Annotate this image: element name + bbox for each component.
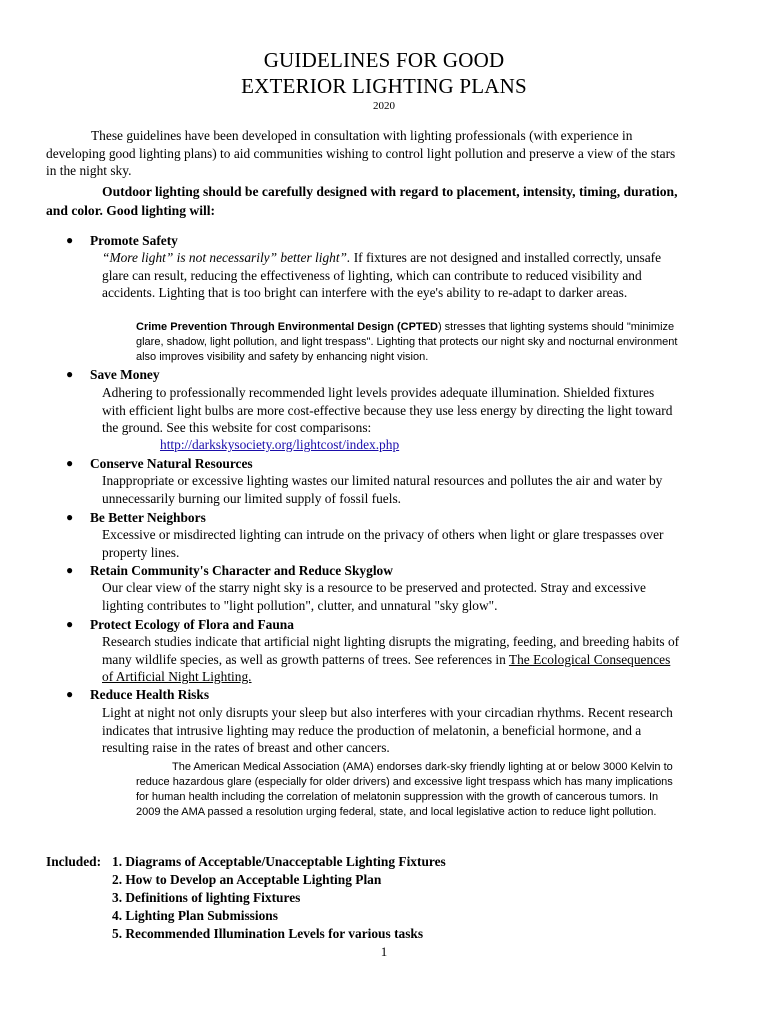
item-heading: Reduce Health Risks xyxy=(90,687,210,702)
page-number: 1 xyxy=(380,944,388,959)
bullet-icon: ● xyxy=(66,233,74,247)
item-heading: Protect Ecology of Flora and Fauna xyxy=(90,617,294,632)
included-item: 4. Lighting Plan Submissions xyxy=(112,908,278,923)
item-body: Adhering to professionally recommended light levels provides adequate illumination. Shielded fixtures with efficient light bulbs are more cost-effective because they use less energy by directing the light toward the ground. See this website for cost comparisons: xyxy=(102,385,673,435)
item-heading: Retain Community's Character and Reduce Skyglow xyxy=(90,563,393,578)
item-heading: Conserve Natural Resources xyxy=(90,456,253,471)
bullet-icon: ● xyxy=(66,456,74,470)
title-line-1: GUIDELINES FOR GOOD xyxy=(263,48,505,72)
item-body: Light at night not only disrupts your sleep but also interferes with your circadian rhythms. Recent research indicates that intrusive lighting may reduce the production of melatonin, a beneficial hormone, and a resulting raise in the rates of breast and other cancers. xyxy=(102,705,673,755)
item-body: Inappropriate or excessive lighting wastes our limited natural resources and pollutes the air and water by unnecessarily burning our limited supply of fossil fuels. xyxy=(102,473,663,506)
ama-note: The American Medical Association (AMA) endorses dark-sky friendly lighting at or below 3000 Kelvin to reduce hazardous glare (especially for older drivers) and excessive light trespass which has many implications for human health including the correlation of melatonin suppression with the growth of cancerous tumors. In 2009 the AMA passed a resolution urging federal, state, and local legislative action to reduce light pollution. xyxy=(136,761,673,818)
intro-paragraph: These guidelines have been developed in consultation with lighting professionals (with experience in developing good lighting plans) to aid communities wishing to control light pollution and preserve a view of the stars in the night sky. xyxy=(46,128,676,178)
bullet-icon: ● xyxy=(66,367,74,381)
bullet-icon: ● xyxy=(66,687,74,701)
cpted-text: ) stresses that lighting systems should "minimize glare, shadow, light pollution, and light trespass". Lighting that protects our night sky and nocturnal environment also improves visibility and safety by enhancing night vision. xyxy=(136,321,678,363)
cpted-bold: Crime Prevention Through Environmental Design (CPTED xyxy=(136,321,438,333)
item-quote: “More light” is not necessarily” better light”. xyxy=(102,250,351,265)
included-item: 3. Definitions of lighting Fixtures xyxy=(112,890,301,905)
item-text: Research studies indicate that artificial night lighting disrupts the migrating, feeding, and breeding habits of many wildlife species, as well as growth patterns of trees. See references in xyxy=(102,634,680,667)
item-heading: Be Better Neighbors xyxy=(90,510,206,525)
cost-comparison-link[interactable]: http://darkskysociety.org/lightcost/index.php xyxy=(160,437,400,452)
item-body: Our clear view of the starry night sky is a resource to be preserved and protected. Stray and excessive lighting contributes to "light pollution", clutter, and unnatural "sky glow". xyxy=(102,580,646,613)
item-heading: Save Money xyxy=(90,367,160,382)
item-body: Excessive or misdirected lighting can intrude on the privacy of others when light or glare trespasses over property lines. xyxy=(102,527,664,560)
year: 2020 xyxy=(373,100,395,112)
title-line-2: EXTERIOR LIGHTING PLANS xyxy=(241,74,527,98)
lead-paragraph: Outdoor lighting should be carefully designed with regard to placement, intensity, timing, duration, and color. Good lighting will: xyxy=(46,184,678,218)
included-item: 1. Diagrams of Acceptable/Unacceptable Lighting Fixtures xyxy=(112,854,446,869)
bullet-icon: ● xyxy=(66,510,74,524)
included-item: 5. Recommended Illumination Levels for various tasks xyxy=(112,926,424,941)
item-text: If fixtures are not designed and installed correctly, unsafe glare can result, reducing the effectiveness of lighting, which can contribute to reduced visibility and accidents. Lighting that is too bright can interfere with the eye's ability to re-adapt to darker areas. xyxy=(102,250,662,300)
cpted-note xyxy=(136,320,684,365)
included-label: Included: xyxy=(46,854,102,869)
item-body xyxy=(102,633,680,686)
bullet-icon: ● xyxy=(66,617,74,631)
item-body xyxy=(102,249,680,302)
included-item: 2. How to Develop an Acceptable Lighting Plan xyxy=(112,872,382,887)
included-items xyxy=(112,853,632,943)
bullet-icon: ● xyxy=(66,563,74,577)
reference-title: The Ecological Consequences of Artificial Night Lighting. xyxy=(102,651,671,684)
item-heading: Promote Safety xyxy=(90,233,178,248)
